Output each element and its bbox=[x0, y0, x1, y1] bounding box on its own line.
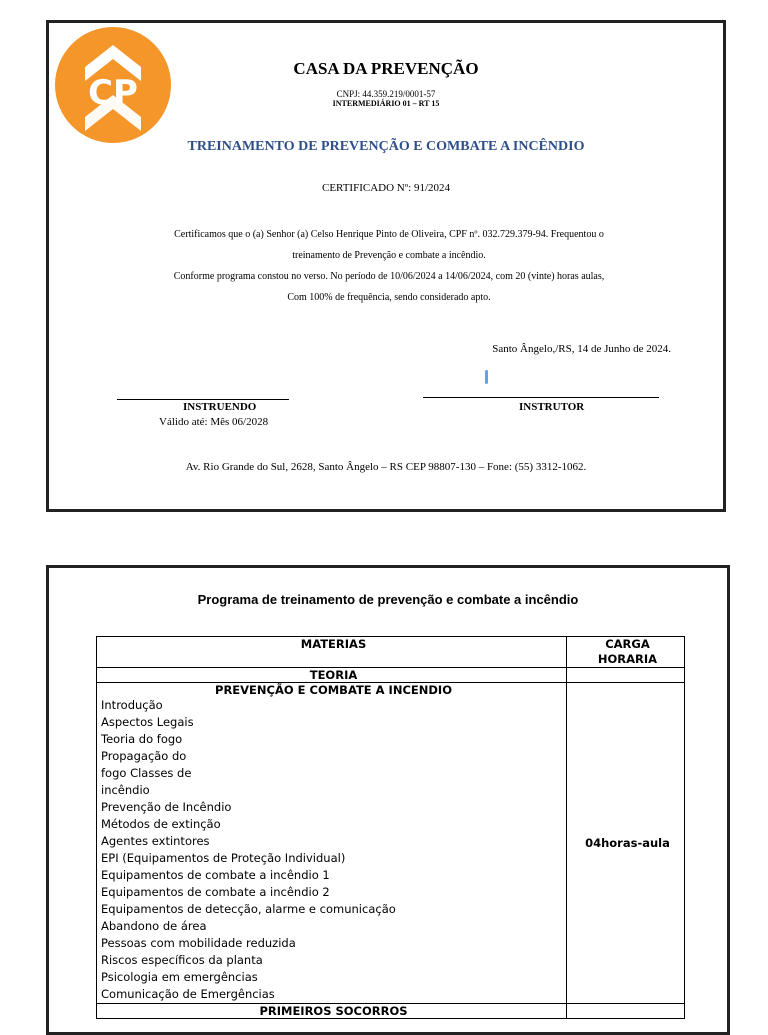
list-item: Métodos de extinção bbox=[101, 817, 221, 831]
list-item: incêndio bbox=[101, 783, 150, 797]
program-title: Programa de treinamento de prevenção e combate a incêndio bbox=[197, 592, 579, 607]
certificate-body bbox=[109, 224, 669, 308]
place-date: Santo Ângelo,/RS, 14 de Junho de 2024. bbox=[492, 343, 671, 355]
list-item: Agentes extintores bbox=[101, 834, 210, 848]
header-carga-horaria bbox=[567, 637, 685, 668]
list-item: Pessoas com mobilidade reduzida bbox=[101, 936, 296, 950]
list-item: Abandono de área bbox=[101, 919, 207, 933]
signature-line-instruendo bbox=[117, 399, 289, 400]
list-item: Teoria do fogo bbox=[101, 732, 183, 746]
course-title: TREINAMENTO DE PREVENÇÃO E COMBATE A INCÊNDIO bbox=[187, 139, 585, 154]
body-line: Certificamos que o (a) Senhor (a) Celso Henrique Pinto de Oliveira, CPF nº. 032.729.379-94. Frequentou o bbox=[174, 229, 604, 240]
company-address: Av. Rio Grande do Sul, 2628, Santo Ângelo – RS CEP 98807-130 – Fone: (55) 3312-1062. bbox=[185, 461, 587, 473]
list-item: EPI (Equipamentos de Proteção Individual) bbox=[101, 851, 346, 865]
table-row bbox=[97, 683, 685, 1004]
validity-date: Válido até: Mês 06/2028 bbox=[159, 416, 269, 428]
list-item: Riscos específicos da planta bbox=[101, 953, 263, 967]
company-cnpj: CNPJ: 44.359.219/0001-57 bbox=[336, 89, 436, 99]
instruendo-label: INSTRUENDO bbox=[183, 401, 257, 413]
company-logo bbox=[55, 27, 171, 143]
header-carga-line2: HORARIA bbox=[597, 652, 658, 666]
section-hours: 04horas-aula bbox=[567, 683, 685, 1004]
table-row bbox=[97, 668, 685, 683]
list-item: Aspectos Legais bbox=[101, 715, 194, 729]
body-line: treinamento de Prevenção e combate a incêndio. bbox=[292, 250, 486, 261]
section-title: PREVENÇÃO E COMBATE A INCENDIO bbox=[215, 683, 452, 697]
certificate-number: CERTIFICADO Nº: 91/2024 bbox=[321, 182, 451, 194]
list-item: Propagação do bbox=[101, 749, 187, 763]
list-item: Equipamentos de detecção, alarme e comunicação bbox=[101, 902, 396, 916]
logo-letters: CP bbox=[88, 73, 138, 113]
certificate-panel bbox=[46, 20, 726, 512]
list-item: Psicologia em emergências bbox=[101, 970, 258, 984]
program-panel bbox=[46, 565, 730, 1035]
program-table bbox=[96, 636, 685, 1019]
company-title: CASA DA PREVENÇÃO bbox=[293, 59, 479, 78]
header-carga-line1: CARGA bbox=[605, 637, 650, 651]
header-materias: MATERIAS bbox=[97, 637, 567, 668]
list-item: Equipamentos de combate a incêndio 1 bbox=[101, 868, 330, 882]
instrutor-label: INSTRUTOR bbox=[519, 401, 585, 413]
signature-mark bbox=[485, 370, 488, 384]
list-item: Prevenção de Incêndio bbox=[101, 800, 232, 814]
list-item: fogo Classes de bbox=[101, 766, 192, 780]
list-item: Equipamentos de combate a incêndio 2 bbox=[101, 885, 330, 899]
logo-emblem-icon bbox=[55, 27, 171, 143]
teoria-label: TEORIA bbox=[97, 668, 567, 683]
body-line: Com 100% de frequência, sendo considerado apto. bbox=[287, 292, 491, 303]
list-item: Comunicação de Emergências bbox=[101, 987, 275, 1001]
table-row bbox=[97, 1004, 685, 1019]
list-item: Introdução bbox=[101, 698, 163, 712]
training-level: INTERMEDIÁRIO 01 – RT 15 bbox=[332, 99, 440, 108]
section-title-primeiros-socorros: PRIMEIROS SOCORROS bbox=[97, 1004, 567, 1019]
table-header-row bbox=[97, 637, 685, 668]
body-line: Conforme programa constou no verso. No período de 10/06/2024 a 14/06/2024, com 20 (vinte) horas aulas, bbox=[173, 271, 605, 282]
section-prevencao bbox=[97, 683, 567, 1004]
signature-line-instrutor bbox=[423, 397, 659, 398]
